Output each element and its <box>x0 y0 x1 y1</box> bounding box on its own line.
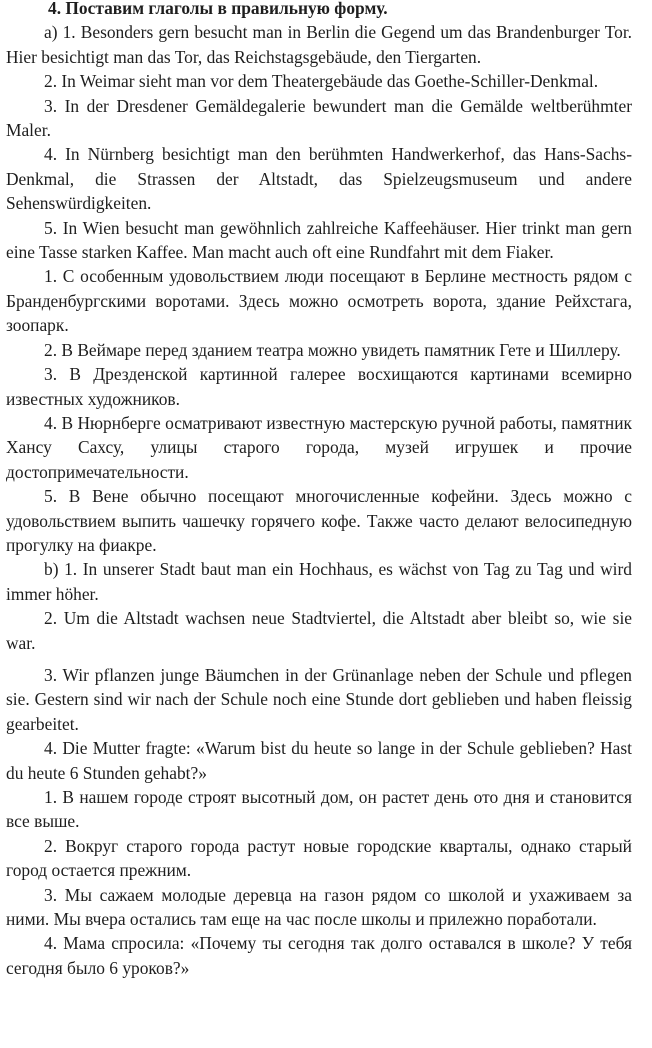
exercise-heading: 4. Поставим глаголы в правильную форму. <box>48 0 388 18</box>
paragraph-a-de-2: 2. In Weimar sieht man vor dem Theatergebäude das Goethe-Schiller-Denkmal. <box>44 71 599 92</box>
paragraph-a-ru-3: 3. В Дрезденской картинной галерее восхищаются картинами всемирно известных художников. <box>6 364 632 409</box>
paragraph-b-de-1: b) 1. In unserer Stadt baut man ein Hochhaus, es wächst von Tag zu Tag und wird immer höher. <box>6 559 632 604</box>
paragraph-a-ru-5: 5. В Вене обычно посещают многочисленные кофейни. Здесь можно с удовольствием выпить чашечку горячего кофе. Также часто делают велосипедную прогулку на фиакре. <box>6 486 632 555</box>
paragraph-b-de-3: 3. Wir pflanzen junge Bäumchen in der Grünanlage neben der Schule und pflegen sie. Gestern sind wir nach der Schule noch eine Stunde dort geblieben und haben fleissig gearbeitet. <box>6 664 632 734</box>
paragraph-a-de-3: 3. In der Dresdener Gemäldegalerie bewundert man die Gemälde weltberühmter Maler. <box>6 95 632 141</box>
paragraph-a-ru-4: 4. В Нюрнберге осматривают известную мастерскую ручной работы, памятник Хансу Сахсу, улицы старого города, музей игрушек и прочие достопримечательности. <box>6 412 632 482</box>
textbook-page <box>6 0 632 1048</box>
paragraph-b-ru-3: 3. Мы сажаем молодые деревца на газон рядом со школой и ухаживаем за ними. Мы вчера остались там еще на час после школы и прилежно поработали. <box>6 884 632 930</box>
paragraph-a-ru-2: 2. В Веймаре перед зданием театра можно увидеть памятник Гете и Шиллеру. <box>44 339 621 360</box>
paragraph-a-de-4: 4. In Nürnberg besichtigt man den berühmten Handwerkerhof, das Hans-Sachs-Denkmal, die Strassen der Altstadt, das Spielzeugsmuseum und andere Sehenswürdigkeiten. <box>6 144 632 214</box>
paragraph-b-ru-1: 1. В нашем городе строят высотный дом, он растет день ото дня и становится все выше. <box>6 787 632 832</box>
paragraph-b-ru-2: 2. Вокруг старого города растут новые городские кварталы, однако старый город остается прежним. <box>6 835 632 881</box>
paragraph-b-de-4: 4. Die Mutter fragte: «Warum bist du heute so lange in der Schule geblieben? Hast du heute 6 Stunden gehabt?» <box>6 738 632 783</box>
paragraph-a-de-5: 5. In Wien besucht man gewöhnlich zahlreiche Kaffeehäuser. Hier trinkt man gern eine Tasse starken Kaffee. Man macht auch oft eine Rundfahrt mit dem Fiaker. <box>6 217 632 263</box>
paragraph-a-ru-1: 1. С особенным удовольствием люди посещают в Берлине местность рядом с Бранденбургскими воротами. Здесь можно осмотреть ворота, здание Рейхстага, зоопарк. <box>6 266 632 336</box>
paragraph-b-ru-4: 4. Мама спросила: «Почему ты сегодня так долго оставался в школе? У тебя сегодня было 6 уроков?» <box>6 933 632 978</box>
page-gap <box>6 655 632 663</box>
paragraph-a-de-1: а) 1. Besonders gern besucht man in Berlin die Gegend um das Brandenburger Tor. Hier besichtigt man das Tor, das Reichstagsgebäude, den Tiergarten. <box>6 22 632 67</box>
paragraph-b-de-2: 2. Um die Altstadt wachsen neue Stadtviertel, die Altstadt aber bleibt so, wie sie war. <box>6 608 632 653</box>
